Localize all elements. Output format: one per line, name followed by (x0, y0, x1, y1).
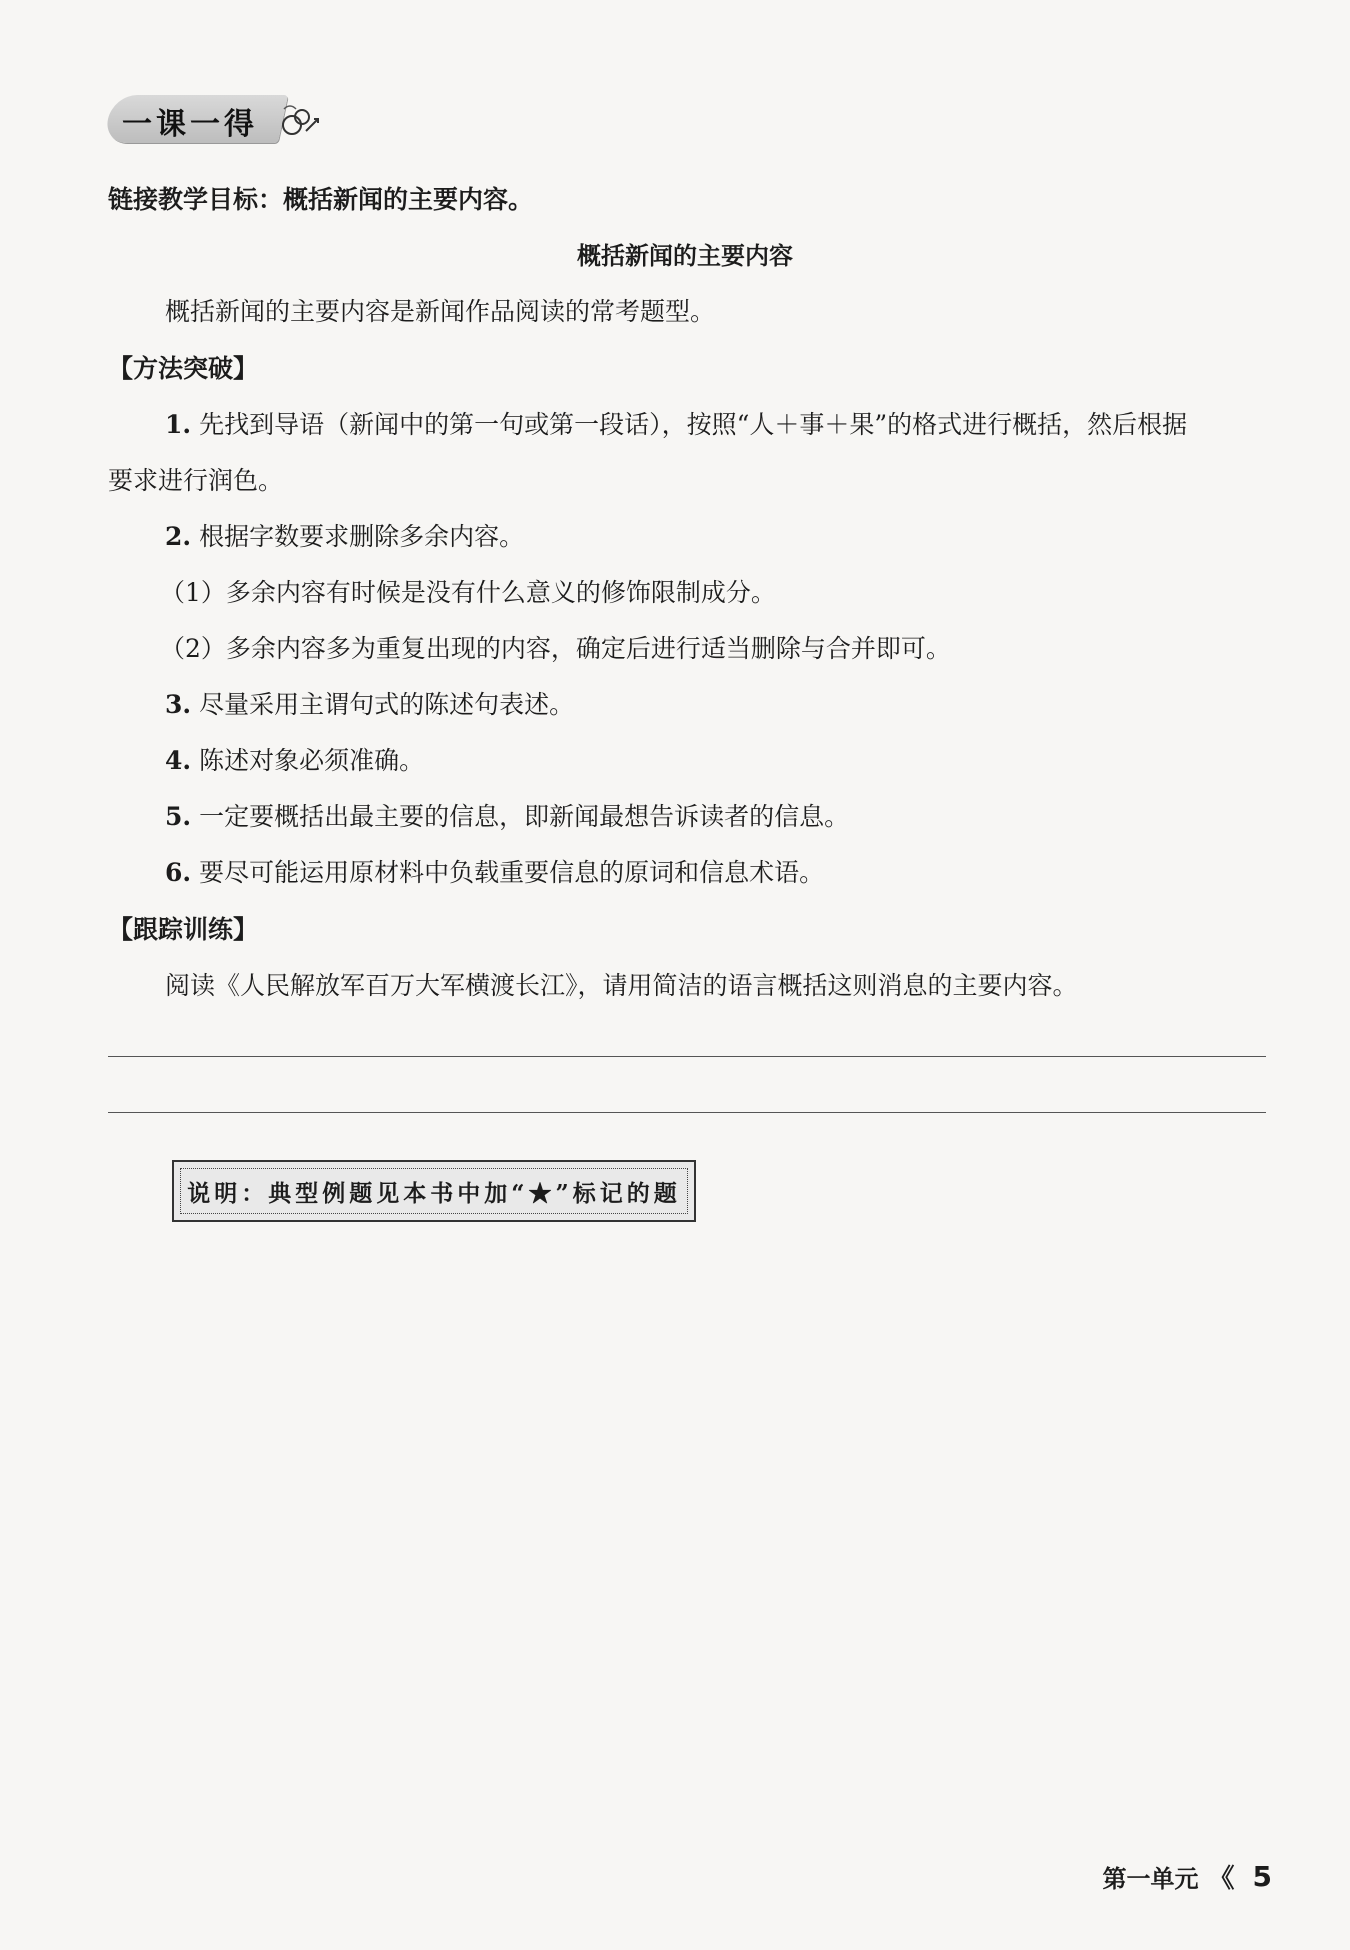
note-text: 说明：典型例题见本书中加“★”标记的题 (187, 1179, 681, 1207)
note-box (172, 1160, 696, 1222)
unit-label: 第一单元 (1102, 1865, 1199, 1893)
item-number: 2. (165, 522, 192, 551)
badge-title: 一课一得 (122, 107, 258, 142)
method-item-3 (165, 685, 574, 721)
answer-line-1[interactable] (108, 1056, 1266, 1057)
item-text: 陈述对象必须准确。 (199, 746, 425, 775)
answer-line-2[interactable] (108, 1112, 1266, 1113)
practice-question: 阅读《人民解放军百万大军横渡长江》，请用简洁的语言概括这则消息的主要内容。 (165, 971, 1078, 1000)
method-item-6 (165, 853, 824, 889)
method-subitem-2: （2）多余内容多为重复出现的内容，确定后进行适当删除与合并即可。 (160, 634, 951, 663)
item-text: 根据字数要求删除多余内容。 (199, 522, 525, 551)
page-number: 5 (1252, 1860, 1272, 1893)
practice-heading: 【跟踪训练】 (108, 915, 259, 944)
item-text: 尽量采用主谓句式的陈述句表述。 (199, 690, 575, 719)
method-item-1 (165, 405, 1187, 441)
item-number: 1. (165, 410, 192, 439)
lesson-badge (108, 95, 318, 143)
chevron-left-icon: 《 (1208, 1864, 1235, 1894)
item-number: 4. (165, 746, 192, 775)
item-text: 先找到导语（新闻中的第一句或第一段话），按照“人＋事＋果”的格式进行概括，然后根据 (199, 410, 1188, 439)
item-text: 一定要概括出最主要的信息，即新闻最想告诉读者的信息。 (199, 802, 850, 831)
item-number: 5. (165, 802, 192, 831)
intro-paragraph: 概括新闻的主要内容是新闻作品阅读的常考题型。 (165, 297, 716, 326)
method-subitem-1: （1）多余内容有时候是没有什么意义的修饰限制成分。 (160, 578, 776, 607)
section-title: 概括新闻的主要内容 (577, 242, 793, 270)
teaching-objective: 链接教学目标：概括新闻的主要内容。 (108, 185, 534, 214)
method-item-4 (165, 741, 424, 777)
item-text: 要尽可能运用原材料中负载重要信息的原词和信息术语。 (199, 858, 825, 887)
page-footer (1103, 1858, 1273, 1895)
method-item-5 (165, 797, 849, 833)
item-number: 3. (165, 690, 192, 719)
ornament-icon (278, 101, 322, 141)
method-item-2 (165, 517, 524, 553)
method-heading: 【方法突破】 (108, 354, 259, 383)
item-number: 6. (165, 858, 192, 887)
method-item-1-continued: 要求进行润色。 (108, 466, 284, 495)
note-border (180, 1168, 688, 1214)
